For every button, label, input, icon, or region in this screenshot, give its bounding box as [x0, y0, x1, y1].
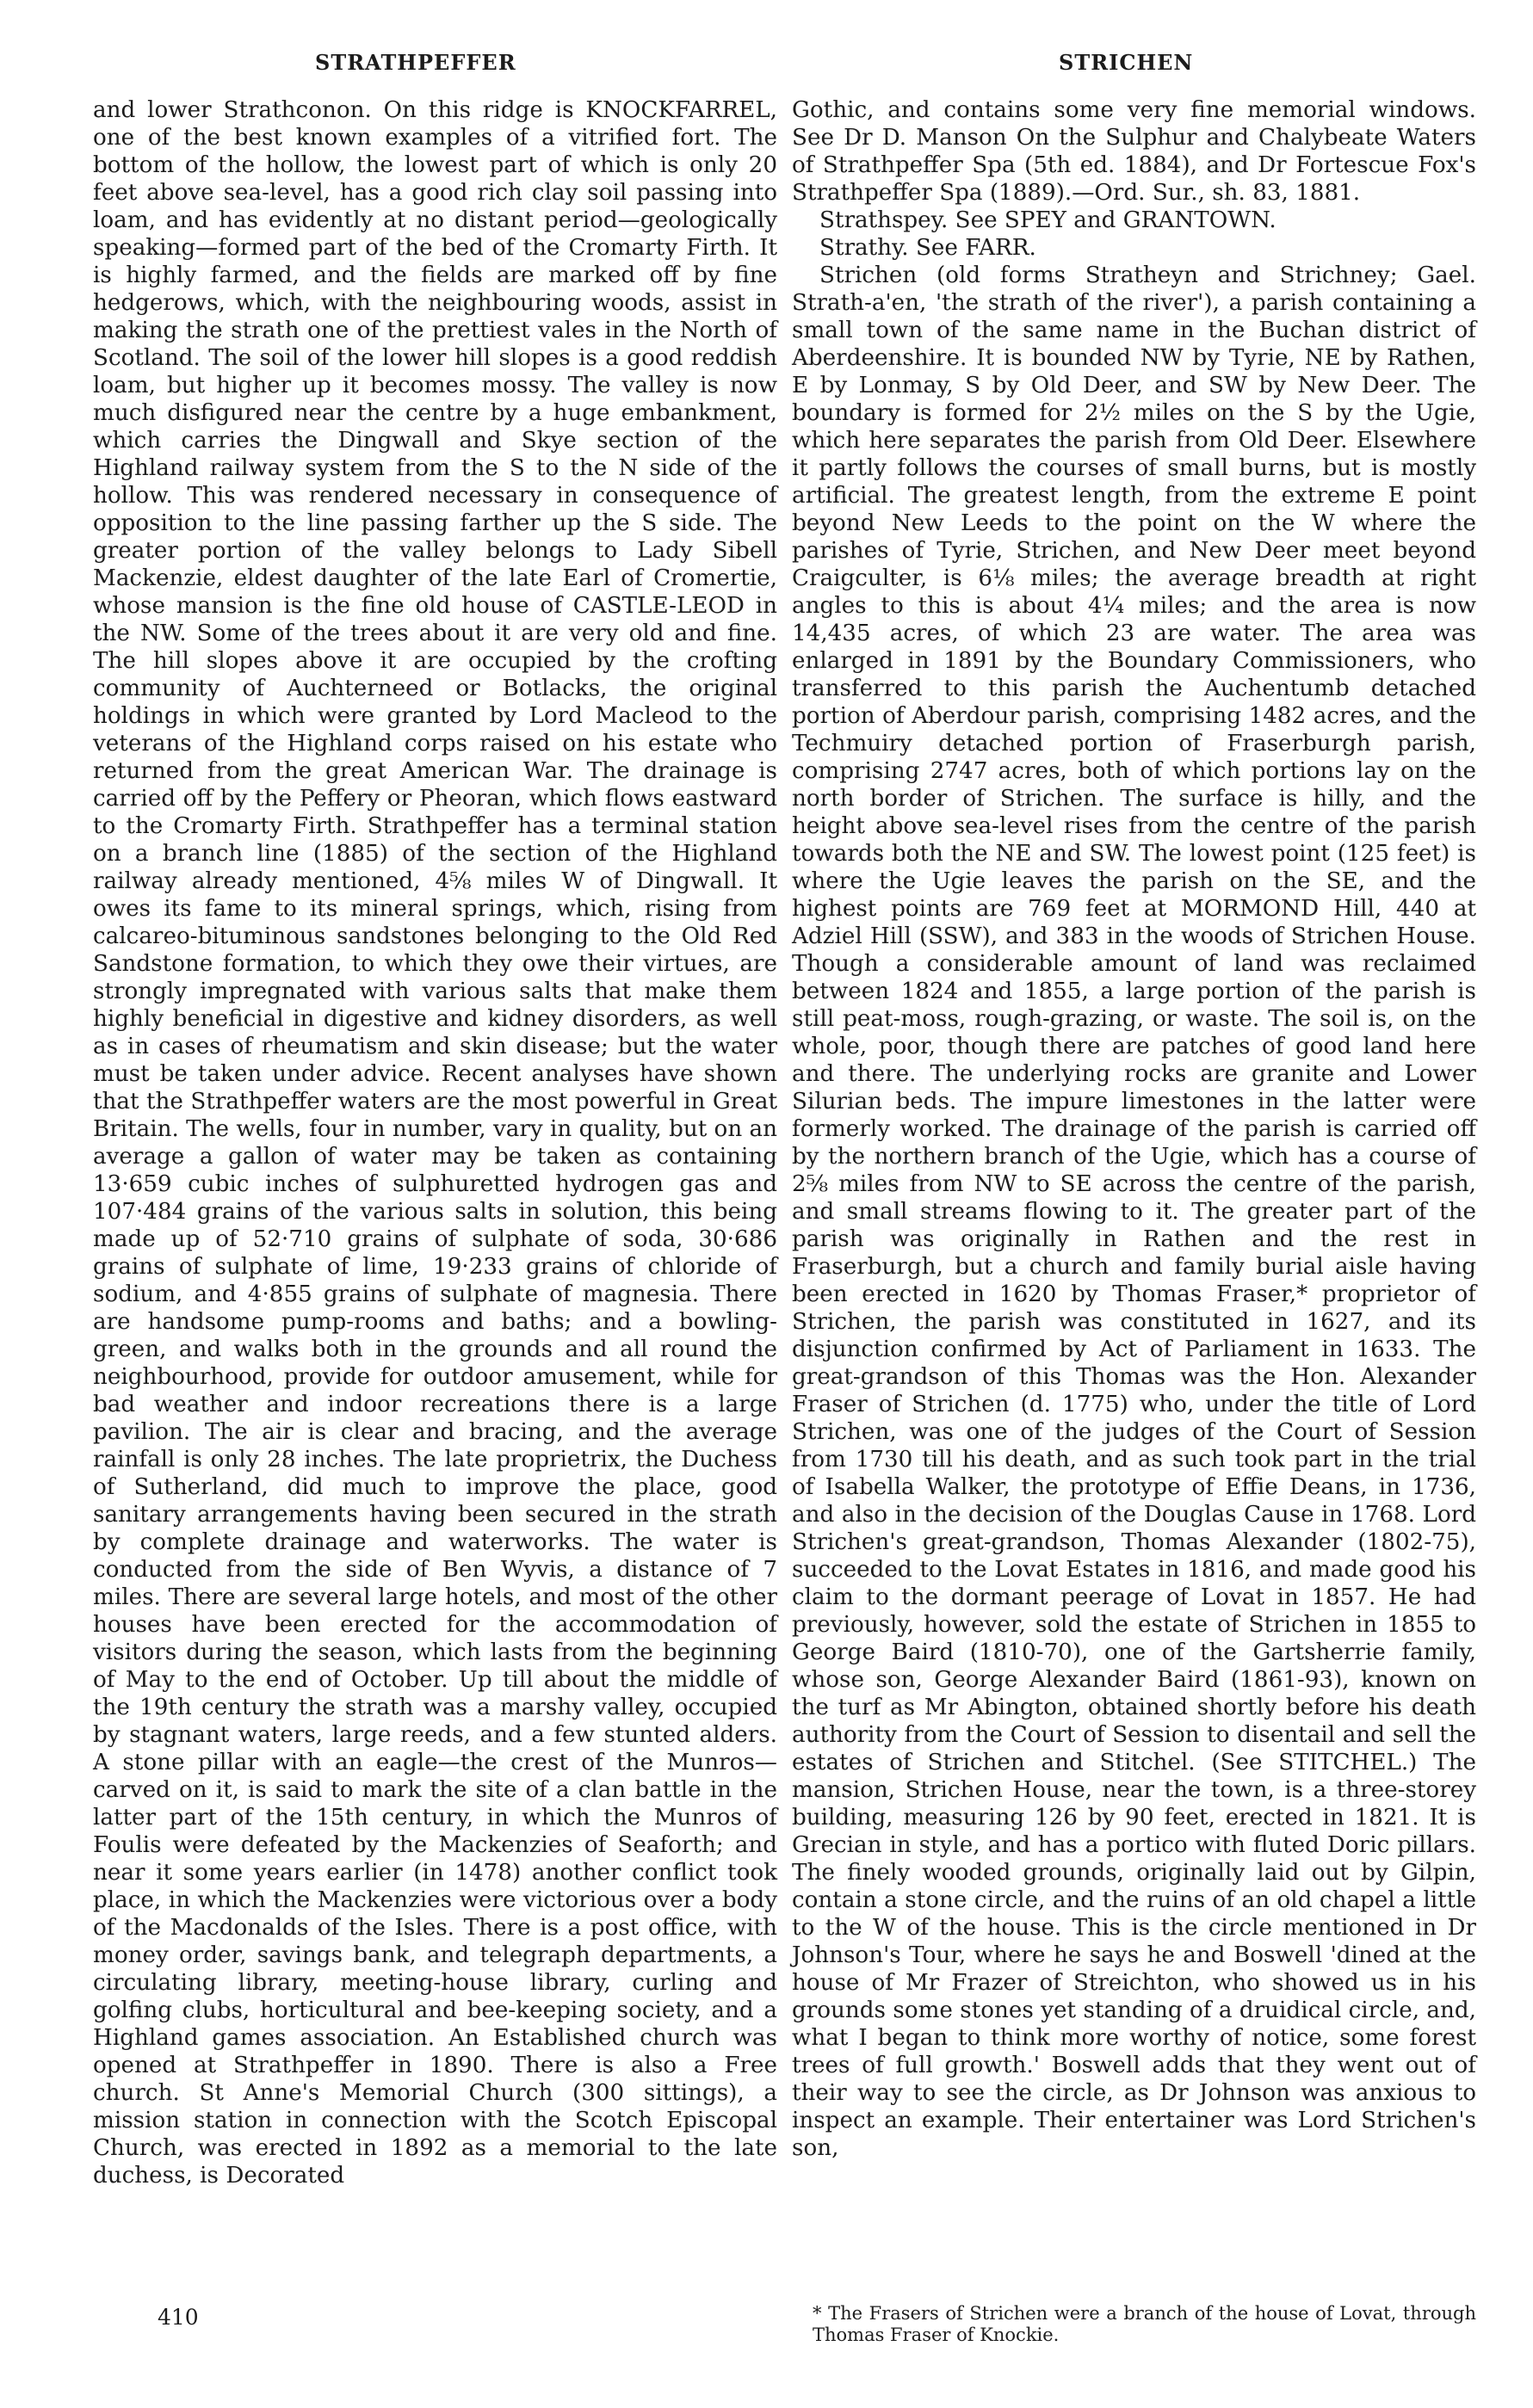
- paragraph-strathpeffer-continued: and lower Strathconon. On this ridge is KNOCKFARREL, one of the best known examples of a vitrified fort. The bottom of the hollow, the lowest part of which is only 20 feet above sea-level, has a good rich clay soil passing into loam, and has evidently at no distant period—geologically speaking—formed part of the bed of the Cromarty Firth. It is highly farmed, and the fields are marked off by fine hedgerows, which, with the neighbouring woods, assist in making the strath one of the prettiest vales in the North of Scotland. The soil of the lower hill slopes is a good reddish loam, but higher up it becomes mossy. The valley is now much disfigured near the centre by a huge embankment, which carries the Dingwall and Skye section of the Highland railway system from the S to the N side of the hollow. This was rendered necessary in consequence of opposition to the line passing farther up the S side. The greater portion of the valley belongs to Lady Sibell Mackenzie, eldest daughter of the late Earl of Cromertie, whose mansion is the fine old house of CASTLE-LEOD in the NW. Some of the trees about it are very old and fine. The hill slopes above it are occupied by the crofting community of Auchterneed or Botlacks, the original holdings in which were granted by Lord Macleod to the veterans of the Highland corps raised on his estate who returned from the great American War. The drainage is carried off by the Peffery or Pheoran, which flows eastward to the Cromarty Firth. Strathpeffer has a terminal station on a branch line (1885) of the section of the Highland railway already mentioned, 4⅝ miles W of Dingwall. It owes its fame to its mineral springs, which, rising from calcareo-bituminous sandstones belonging to the Old Red Sandstone formation, to which they owe their virtues, are strongly impregnated with various salts that make them highly beneficial in digestive and kidney disorders, as well as in cases of rheumatism and skin disease; but the water must be taken under advice. Recent analyses have shown that the Strathpeffer waters are the most powerful in Great Britain. The wells, four in number, vary in quality, but on an average a gallon of water may be taken as containing 13·659 cubic inches of sulphuretted hydrogen gas and 107·484 grains of the various salts in solution, this being made up of 52·710 grains of sulphate of soda, 30·686 grains of sulphate of lime, 19·233 grains of chloride of sodium, and 4·855 grains of sulphate of magnesia. There are handsome pump-rooms and baths; and a bowling-green, and walks both in the grounds and all round the neighbourhood, provide for outdoor amusement, while for bad weather and indoor recreations there is a large pavilion. The air is clear and bracing, and the average rainfall is only 28 inches. The late proprietrix, the Duchess of Sutherland, did much to improve the place, good sanitary arrangements having been secured in the strath by complete drainage and waterworks. The water is conducted from the side of Ben Wyvis, a distance of 7 miles. There are several large hotels, and most of the other houses have been erected for the accommodation of visitors during the season, which lasts from the beginning of May to the end of October. Up till about the middle of the 19th century the strath was a marshy valley, occupied by stagnant waters, large reeds, and a few stunted alders. A stone pillar with an eagle—the crest of the Munros—carved on it, is said to mark the site of a clan battle in the latter part of the 15th century, in which the Munros of Foulis were defeated by the Mackenzies of Seaforth; and near it some years earlier (in 1478) another conflict took place, in which the Mackenzies were victorious over a body of the Macdonalds of the Isles. There is a post office, with money order, savings bank, and telegraph departments, a circulating library, meeting-house library, curling and golfing clubs, horticultural and bee-keeping society, and a Highland games association. An Established church was opened at Strathpeffer in 1890. There is also a Free church. St Anne's Memorial Church (300 sittings), a mission station in connection with the Scotch Episcopal Church, was erected in 1892 as a memorial to the late duchess, is Decorated: [93, 97, 777, 2189]
- left-column: [93, 96, 777, 2189]
- entry-strathy: Strathy. See FARR.: [819, 235, 1036, 261]
- paragraph-strathpeffer-end: Gothic, and contains some very fine memorial windows. See Dr D. Manson On the Sulphur and Chalybeate Waters of Strathpeffer Spa (5th ed. 1884), and Dr Fortescue Fox's Strathpeffer Spa (1889).—Ord. Sur., sh. 83, 1881.: [792, 97, 1476, 206]
- running-head-left: STRATHPEFFER: [315, 50, 516, 75]
- entry-strathspey: Strathspey. See SPEY and GRANTOWN.: [819, 207, 1276, 233]
- running-head-right: STRICHEN: [1059, 50, 1194, 75]
- right-column: [792, 96, 1476, 2162]
- footnote: * The Frasers of Strichen were a branch of the house of Lovat, through Thomas Fraser of Knockie.: [813, 2303, 1476, 2345]
- page-number: 410: [158, 2305, 199, 2330]
- entry-strichen: Strichen (old forms Stratheyn and Strichney; Gael. Strath-a'en, 'the strath of the river'), a parish containing a small town of the same name in the Buchan district of Aberdeenshire. It is bounded NW by Tyrie, NE by Rathen, E by Lonmay, S by Old Deer, and SW by New Deer. The boundary is formed for 2½ miles on the S by the Ugie, which here separates the parish from Old Deer. Elsewhere it partly follows the courses of small burns, but is mostly artificial. The greatest length, from the extreme E point beyond New Leeds to the point on the W where the parishes of Tyrie, Strichen, and New Deer meet beyond Craigculter, is 6⅛ miles; the average breadth at right angles to this is about 4¼ miles; and the area is now 14,435 acres, of which 23 are water. The area was enlarged in 1891 by the Boundary Commissioners, who transferred to this parish the Auchentumb detached portion of Aberdour parish, comprising 1482 acres, and the Techmuiry detached portion of Fraserburgh parish, comprising 2747 acres, both of which portions lay on the north border of Strichen. The surface is hilly, and the height above sea-level rises from the centre of the parish towards both the NE and SW. The lowest point (125 feet) is where the Ugie leaves the parish on the SE, and the highest points are 769 feet at MORMOND Hill, 440 at Adziel Hill (SSW), and 383 in the woods of Strichen House. Though a considerable amount of land was reclaimed between 1824 and 1855, a large portion of the parish is still peat-moss, rough-grazing, or waste. The soil is, on the whole, poor, though there are patches of good land here and there. The underlying rocks are granite and Lower Silurian beds. The impure limestones in the latter were formerly worked. The drainage of the parish is carried off by the northern branch of the Ugie, which has a course of 2⅝ miles from NW to SE across the centre of the parish, and small streams flowing to it. The greater part of the parish was originally in Rathen and the rest in Fraserburgh, but a church and family burial aisle having been erected in 1620 by Thomas Fraser,* proprietor of Strichen, the parish was constituted in 1627, and its disjunction confirmed by Act of Parliament in 1633. The great-grandson of this Thomas was the Hon. Alexander Fraser of Strichen (d. 1775) who, under the title of Lord Strichen, was one of the judges of the Court of Session from 1730 till his death, and as such took part in the trial of Isabella Walker, the prototype of Effie Deans, in 1736, and also in the decision of the Douglas Cause in 1768. Lord Strichen's great-grandson, Thomas Alexander (1802-75), succeeded to the Lovat Estates in 1816, and made good his claim to the dormant peerage of Lovat in 1857. He had previously, however, sold the estate of Strichen in 1855 to George Baird (1810-70), one of the Gartsherrie family, whose son, George Alexander Baird (1861-93), known on the turf as Mr Abington, obtained shortly before his death authority from the Court of Session to disentail and sell the estates of Strichen and Stitchel. (See STITCHEL.) The mansion, Strichen House, near the town, is a three-storey building, measuring 126 by 90 feet, erected in 1821. It is Grecian in style, and has a portico with fluted Doric pillars. The finely wooded grounds, originally laid out by Gilpin, contain a stone circle, and the ruins of an old chapel a little to the W of the house. This is the circle mentioned in Dr Johnson's Tour, where he says he and Boswell 'dined at the house of Mr Frazer of Streichton, who showed us in his grounds some stones yet standing of a druidical circle, and, what I began to think more worthy of notice, some forest trees of full growth.' Boswell adds that they went out of their way to see the circle, as Dr Johnson was anxious to inspect an example. Their entertainer was Lord Strichen's son,: [792, 262, 1476, 2161]
